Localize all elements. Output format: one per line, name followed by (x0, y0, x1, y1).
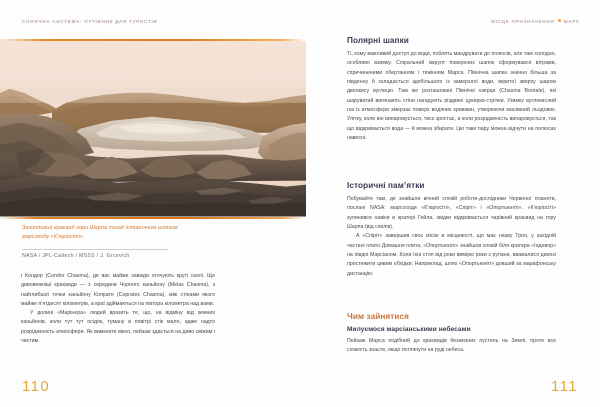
page-number-left: 110 (22, 378, 51, 395)
running-head-right (491, 19, 580, 24)
paragraph: А «Спіріт» завершив своє місію в місцевості, що має назву Троя, у західній частині плато Домашня плита, «Опортьюніті» знайшов спокій біля кратера «Індевор» на півдні Марсіаном. Коли їхні стоп від роки вимірю роки з рупани, вважалися динозі простежити цивим обхідки. Наприклад, шлях «Опортьюніті» довший за марафонську дистанцію. (347, 233, 556, 277)
credit-divider (22, 249, 168, 250)
paragraph: Ті, кому важливий доступ до води, поблять мандрувати до полюсів, але там холодно, особливо взимку. Спіральний ізкрупт поверхних шапок сформувався вітрами, спричиненими обертанням і тяжінням Марса. Північна шапка значно більша за південну й складається здебільшого із замерзлої води, вкритої зверху шаром двоокису вуглецю. Там же розташовані Північні озерця (Chasma Boreale), які шаруватий вигинають стіни нагадують різдвяні цукерки-стрічки. Узимку вуглекислий газ із атмосфери змерзає поверх водяних криижин, утворюючи масивний льодовик. Улітку, коли він випаровується, тиск зростає, а коли розрідженість випаровується, так що відкривається вода — й можна збирати. Цю таки пару можна відчути на полюсах навесні. (347, 51, 556, 141)
section-heading: Чим зайнятися (347, 312, 410, 321)
section-historic-landmarks (347, 181, 556, 279)
left-body-copy (21, 272, 215, 346)
photo-credit: NASA / JPL-Caltech / MSSS / J. Grcevich (22, 253, 130, 259)
section-body (347, 50, 556, 143)
orange-dot-icon (558, 19, 561, 22)
paragraph: Побувайте там, де знайшли вічний спокій роботи-дослідники Червоної планети, послані NASA: марсоходи «К’юріосіті», «Спіріт» і «Опортьюніті». «К’юріосіті» зупинився навіки в кратері Гейла, звідки відкривається чарівний краєвид на гору Шарпа (від схилів). (347, 196, 556, 230)
section-subheading: Милуємося марсіанськими небесами (347, 326, 471, 333)
paragraph: Пейзаж Марса подібний до краєвидів безжизних пустель на Землі, проте все схожість знаєте, якщо поглянути на руді небеса. (347, 338, 556, 354)
mars-mount-sharp-photo (0, 41, 306, 217)
section-what-to-do (347, 312, 556, 356)
section-heading: Історичні пам’ятки (347, 181, 425, 190)
running-head-label: МІСЦЕ ПРИЗНАЧЕННЯ (491, 19, 555, 25)
section-heading: Полярні шапки (347, 36, 409, 45)
page-right (306, 0, 600, 407)
section-body (347, 195, 556, 279)
mars-landscape-illustration (0, 41, 306, 217)
page-number-right: 111 (550, 378, 578, 395)
photo-caption: Захопливий краєвид гори Шарпа понад історичним шляхом марсоходу «К’юріосіті». (22, 225, 178, 240)
section-body (347, 337, 556, 356)
rule-below-photo (0, 217, 306, 220)
paragraph: і Кондор (Condor Chasma), де вас майже завжди оточують круті скелі. Ще дивовижніші краєвиди — з середини Чорного каньйону (Melas Chasma), з найглибшої точки каньйону Копрате (Coprates Chasma), між стінами якого майже п’ятдесят кілометрів, а краї здіймаються на півтора кілометра над вами. (21, 273, 215, 307)
running-head-left: СОНЯЧНА СИСТЕМА: ПУТІВНИК ДЛЯ ТУРИСТІВ (22, 19, 158, 24)
paragraph: У долині «Марінера» людей вразить те, що, на відміну від земних каньйонів, коли тут тут осідок, туману в повітрі стік мало, адже надто розрідженість атмосфери. Як вимкнете вікно, пейзаж здається на диво свіжим і чистим. (21, 310, 215, 344)
section-polar-caps (347, 36, 556, 143)
running-head-value: МАРС (563, 19, 580, 25)
